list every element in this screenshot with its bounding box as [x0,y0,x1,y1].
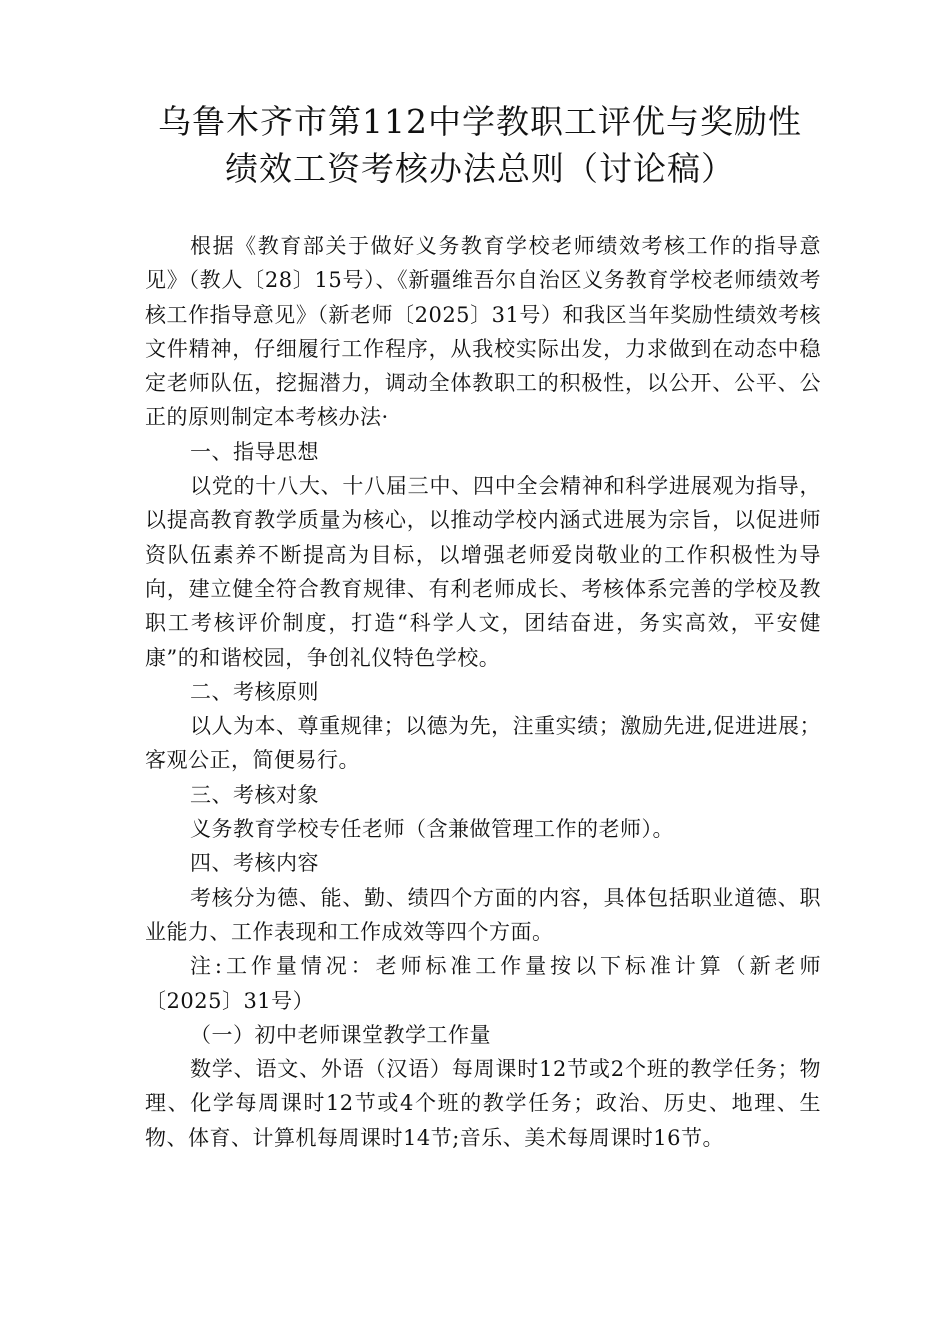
section-2-paragraph: 以人为本、尊重规律；以德为先，注重实绩；激励先进,促进进展；客观公正，简便易行。 [145,714,821,773]
section-3-heading: 三、考核对象 [190,782,319,807]
subsection-1-heading: （一）初中老师课堂教学工作量 [190,1022,491,1047]
section-1-paragraph: 以党的十八大、十八届三中、四中全会精神和科学进展观为指导，以提高教育教学质量为核心，以推动学校内涵式进展为宗旨，以促进师资队伍素养不断提高为目标，以增强老师爱岗敬业的工作积极性为导向，建立健全符合教育规律、有利老师成长、考核体系完善的学校及教职工考核评价制度，打造“科学人文，团结奋进，务实高效，平安健康”的和谐校园，争创礼仪特色学校。 [145,474,821,670]
document-body [145,229,821,1155]
subsection-1-paragraph: 数学、语文、外语（汉语）每周课时12节或2个班的教学任务；物理、化学每周课时12节或4个班的教学任务；政治、历史、地理、生物、体育、计算机每周课时14节;音乐、美术每周课时16节。 [145,1057,821,1150]
workload-note: 注:工作量情况：老师标准工作量按以下标准计算（新老师〔2025〕31号） [145,954,821,1013]
document-title-line-1: 乌鲁木齐市第112中学教职工评优与奖励性 [158,102,802,141]
section-4-heading: 四、考核内容 [190,851,319,876]
intro-paragraph: 根据《教育部关于做好义务教育学校老师绩效考核工作的指导意见》（教人〔28〕15号）、《新疆维吾尔自治区义务教育学校老师绩效考核工作指导意见》（新老师〔2025〕31号）和我区当年奖励性绩效考核文件精神，仔细履行工作程序，从我校实际出发，力求做到在动态中稳定老师队伍，挖掘潜力，调动全体教职工的积极性，以公开、公平、公正的原则制定本考核办法· [145,234,821,430]
section-2-heading: 二、考核原则 [190,679,319,704]
document-title-line-2: 绩效工资考核办法总则（讨论稿） [225,149,735,188]
section-1-heading: 一、指导思想 [190,439,319,464]
section-3-paragraph: 义务教育学校专任老师（含兼做管理工作的老师）。 [190,817,674,842]
section-4-paragraph: 考核分为德、能、勤、绩四个方面的内容，具体包括职业道德、职业能力、工作表现和工作成效等四个方面。 [145,885,821,944]
